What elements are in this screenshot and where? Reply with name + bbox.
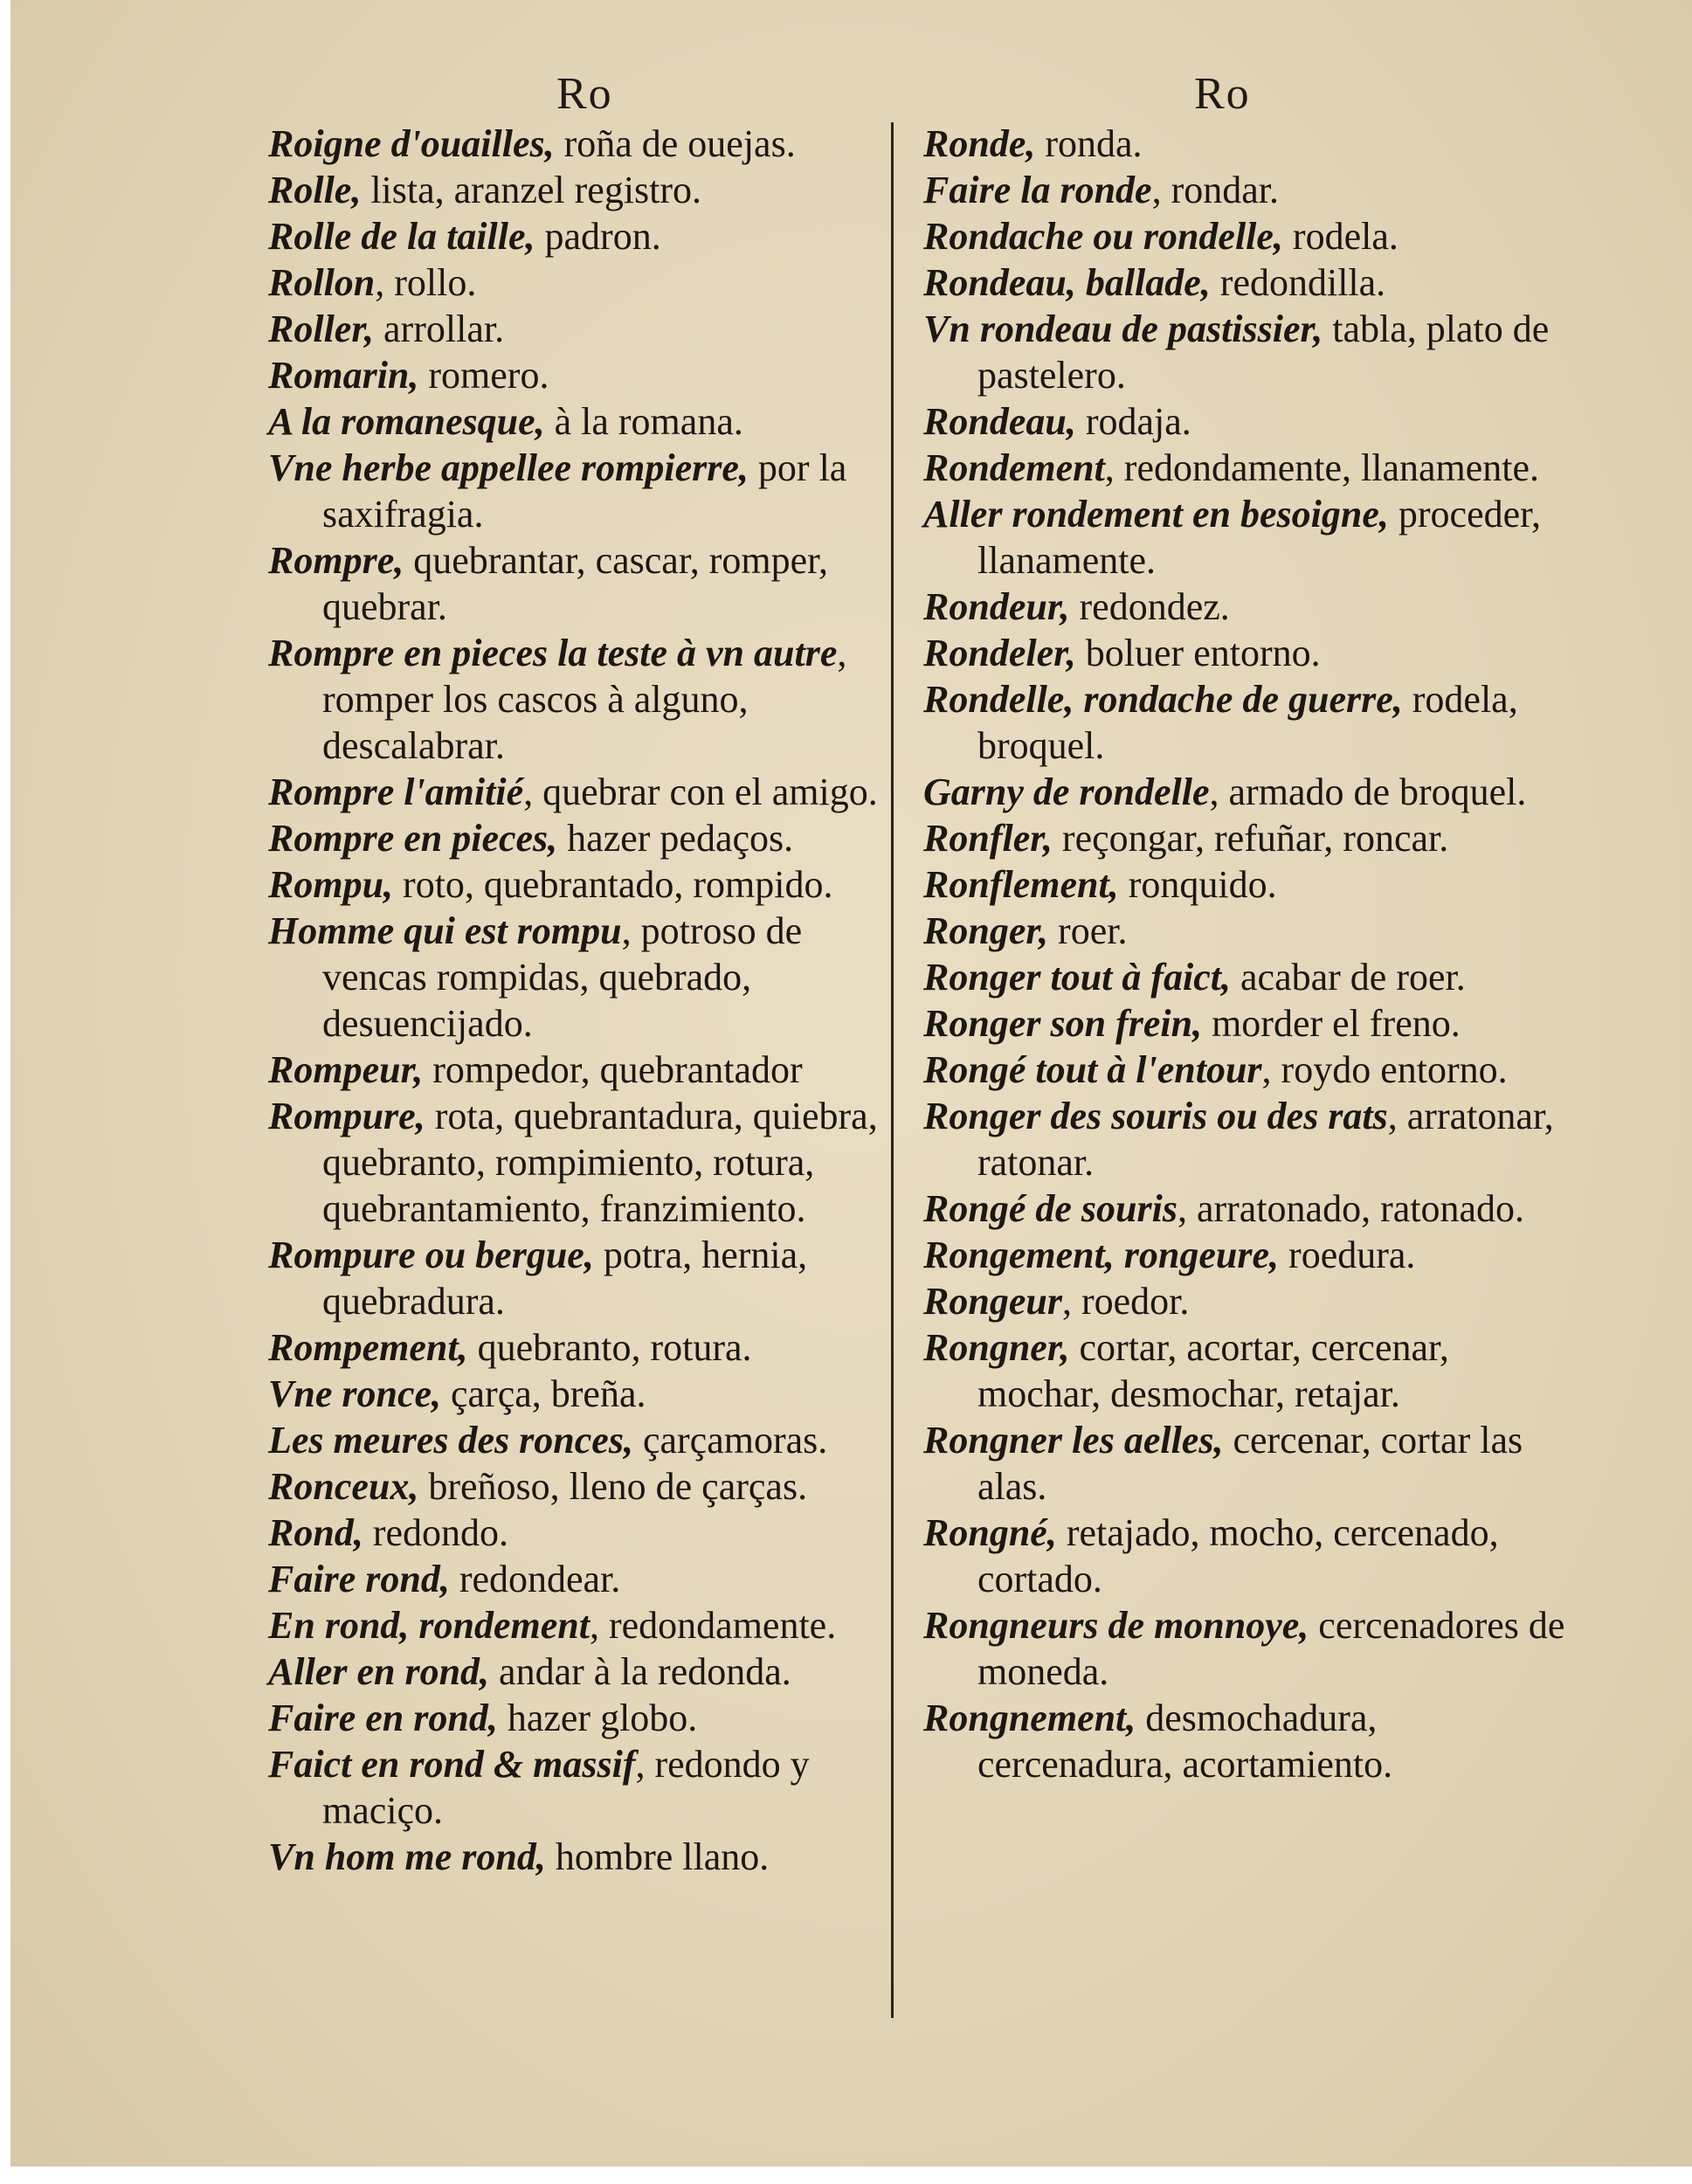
entry-headword: Rompre en pieces la teste à vn autre (268, 632, 838, 674)
dictionary-entry (268, 815, 897, 861)
dictionary-page (10, 0, 1692, 2167)
right-column (923, 121, 1570, 1787)
entry-headword: Rongnement, (923, 1697, 1136, 1739)
entry-headword: Faire en rond, (268, 1697, 498, 1739)
entry-headword: Rongé tout à l'entour (923, 1048, 1262, 1091)
dictionary-entry (268, 1232, 897, 1324)
entry-translation: andar à la redonda. (489, 1650, 791, 1693)
dictionary-entry (268, 1648, 897, 1695)
entry-headword: Ronflement, (923, 863, 1119, 906)
dictionary-entry (923, 259, 1570, 306)
dictionary-entry (923, 398, 1570, 445)
dictionary-entry (923, 1000, 1570, 1047)
dictionary-entry (268, 769, 897, 815)
entry-translation: redondo. (363, 1511, 509, 1554)
entry-translation: hazer globo. (497, 1697, 698, 1739)
entry-translation: lista, aranzel registro. (361, 169, 702, 211)
entry-headword: Ronceux, (268, 1465, 419, 1508)
entry-translation: desmochadura, cercenadura, acortamiento. (977, 1697, 1393, 1786)
entry-translation: roedura. (1279, 1234, 1416, 1276)
entry-translation: , rondar. (1151, 169, 1279, 211)
entry-translation: breñoso, lleno de çarças. (418, 1465, 808, 1508)
dictionary-entry (268, 398, 897, 445)
entry-translation: , potroso de vencas rompidas, quebrado, desuencijado. (322, 909, 803, 1045)
entry-translation: reçongar, refuñar, roncar. (1052, 817, 1449, 860)
entry-headword: Rongneurs de monnoye, (923, 1604, 1309, 1647)
entry-translation: , roydo entorno. (1261, 1048, 1508, 1091)
entry-headword: Ronfler, (923, 817, 1053, 860)
dictionary-entry (923, 630, 1570, 676)
dictionary-entry (268, 1695, 897, 1741)
dictionary-entry (268, 1741, 897, 1834)
dictionary-entry (268, 1510, 897, 1556)
entry-headword: Ronde, (923, 122, 1036, 165)
entry-headword: Vne ronce, (268, 1372, 441, 1415)
left-running-head: Ro (556, 69, 613, 119)
dictionary-entry (268, 445, 897, 537)
dictionary-entry (268, 121, 897, 167)
dictionary-entry (923, 167, 1570, 213)
entry-translation: arrollar. (374, 308, 505, 350)
entry-headword: Vne herbe appellee rompierre, (268, 446, 749, 489)
entry-translation: , redondo y maciço. (322, 1743, 810, 1832)
entry-translation: redondilla. (1210, 261, 1386, 304)
dictionary-entry (268, 1602, 897, 1648)
dictionary-entry (923, 954, 1570, 1000)
entry-headword: Ronger son frein, (923, 1002, 1203, 1045)
entry-headword: Homme qui est rompu (268, 909, 622, 952)
entry-translation: morder el freno. (1202, 1002, 1461, 1045)
entry-translation: proceder, llanamente. (977, 493, 1542, 582)
entry-translation: rota, quebrantadura, quiebra, quebranto, rompimiento, rotura, quebrantamiento, franzimiento. (322, 1095, 878, 1230)
dictionary-entry (923, 861, 1570, 908)
entry-headword: Ronger des souris ou des rats (923, 1095, 1388, 1137)
entry-headword: Rongner les aelles, (923, 1419, 1224, 1462)
entry-headword: Rompre, (268, 539, 404, 582)
entry-headword: Rompure, (268, 1095, 425, 1137)
entry-translation: tabla, plato de pastelero. (977, 308, 1550, 397)
dictionary-entry (923, 769, 1570, 815)
entry-headword: Faire rond, (268, 1558, 450, 1600)
entry-translation: cercenar, cortar las alas. (977, 1419, 1523, 1508)
entry-headword: Rolle, (268, 169, 362, 211)
entry-translation: roer. (1048, 909, 1128, 952)
entry-headword: Roller, (268, 308, 375, 350)
entry-headword: Rompure ou bergue, (268, 1234, 594, 1276)
dictionary-entry (923, 491, 1570, 584)
entry-headword: Romarin, (268, 354, 419, 397)
dictionary-entry (268, 1324, 897, 1371)
dictionary-entry (923, 584, 1570, 630)
entry-translation: rodela, broquel. (977, 678, 1518, 767)
dictionary-entry (923, 1695, 1570, 1787)
entry-translation: çarçamoras. (632, 1419, 828, 1462)
dictionary-entry (923, 445, 1570, 491)
dictionary-entry (268, 213, 897, 259)
entry-translation: , redondamente. (589, 1604, 837, 1647)
entry-translation: çarça, breña. (441, 1372, 646, 1415)
entry-translation: ronda. (1035, 122, 1143, 165)
entry-headword: Faire la ronde (923, 169, 1152, 211)
dictionary-entry (923, 1093, 1570, 1185)
entry-translation: , roedor. (1061, 1280, 1190, 1323)
entry-headword: Rongé de souris (923, 1187, 1177, 1230)
dictionary-entry (268, 537, 897, 630)
dictionary-entry (923, 1185, 1570, 1232)
entry-headword: Rollon (268, 261, 376, 304)
entry-headword: Rompre l'amitié (268, 771, 524, 813)
right-running-head: Ro (1194, 69, 1251, 119)
entry-headword: Rompu, (268, 863, 394, 906)
entry-translation: rompedor, quebrantador (423, 1048, 803, 1091)
entry-translation: rodela. (1282, 215, 1398, 258)
dictionary-entry (923, 121, 1570, 167)
dictionary-entry (268, 1556, 897, 1602)
dictionary-entry (923, 306, 1570, 398)
dictionary-entry (268, 352, 897, 398)
entry-headword: Rongner, (923, 1326, 1070, 1369)
entry-translation: roto, quebrantado, rompido. (393, 863, 833, 906)
entry-translation: , redondamente, llanamente. (1104, 446, 1540, 489)
dictionary-entry (268, 1463, 897, 1510)
entry-headword: Rondeur, (923, 585, 1070, 628)
entry-headword: Rondache ou rondelle, (923, 215, 1283, 258)
entry-translation: romero. (418, 354, 549, 397)
left-column (268, 121, 897, 1880)
entry-translation: , romper los cascos à alguno, descalabrar. (322, 632, 847, 767)
dictionary-entry (923, 1417, 1570, 1510)
dictionary-entry (923, 815, 1570, 861)
dictionary-entry (268, 1093, 897, 1232)
entry-headword: Rolle de la taille, (268, 215, 535, 258)
entry-translation: , armado de broquel. (1209, 771, 1527, 813)
dictionary-entry (923, 1324, 1570, 1417)
entry-headword: En rond, rondement (268, 1604, 590, 1647)
dictionary-entry (268, 1371, 897, 1417)
entry-translation: , arratonar, ratonar. (977, 1095, 1554, 1184)
entry-headword: Rompement, (268, 1326, 468, 1369)
entry-headword: Vn rondeau de pastissier, (923, 308, 1323, 350)
dictionary-entry (923, 1232, 1570, 1278)
entry-headword: Aller rondement en besoigne, (923, 493, 1389, 536)
entry-headword: Rompeur, (268, 1048, 424, 1091)
dictionary-entry (268, 1047, 897, 1093)
dictionary-entry (923, 1510, 1570, 1602)
entry-translation: redondear. (449, 1558, 621, 1600)
entry-translation: redondez. (1069, 585, 1230, 628)
dictionary-entry (268, 1417, 897, 1463)
entry-translation: padron. (535, 215, 661, 258)
entry-headword: Roigne d'ouailles, (268, 122, 555, 165)
entry-translation: quebranto, rotura. (467, 1326, 752, 1369)
dictionary-entry (268, 630, 897, 769)
entry-headword: Aller en rond, (268, 1650, 490, 1693)
entry-translation: retajado, mocho, cercenado, cortado. (977, 1511, 1499, 1600)
entry-translation: hombre llano. (545, 1835, 770, 1878)
entry-translation: hazer pedaços. (557, 817, 794, 860)
entry-headword: Rondement (923, 446, 1105, 489)
entry-headword: Rongné, (923, 1511, 1057, 1554)
entry-translation: acabar de roer. (1231, 956, 1466, 999)
column-divider (891, 122, 894, 2018)
entry-headword: Rond, (268, 1511, 363, 1554)
entry-headword: Ronger tout à faict, (923, 956, 1232, 999)
entry-headword: Faict en rond & massif (268, 1743, 636, 1786)
entry-headword: Rondeau, ballade, (923, 261, 1211, 304)
dictionary-entry (923, 213, 1570, 259)
entry-headword: Rongeur (923, 1280, 1062, 1323)
entry-translation: cortar, acortar, cercenar, mochar, desmochar, retajar. (977, 1326, 1449, 1415)
entry-translation: ronquido. (1118, 863, 1277, 906)
entry-headword: A la romanesque, (268, 400, 545, 443)
entry-headword: Vn hom me rond, (268, 1835, 546, 1878)
entry-translation: por la saxifragia. (322, 446, 847, 536)
dictionary-entry (923, 1047, 1570, 1093)
entry-translation: quebrantar, cascar, romper, quebrar. (322, 539, 829, 628)
entry-translation: à la romana. (544, 400, 743, 443)
entry-translation: rodaja. (1075, 400, 1191, 443)
entry-translation: roña de ouejas. (554, 122, 796, 165)
dictionary-entry (268, 306, 897, 352)
dictionary-entry (268, 259, 897, 306)
entry-headword: Rompre en pieces, (268, 817, 558, 860)
dictionary-entry (268, 167, 897, 213)
entry-headword: Rongement, rongeure, (923, 1234, 1280, 1276)
entry-translation: cercenadores de moneda. (977, 1604, 1565, 1693)
dictionary-entry (923, 676, 1570, 769)
entry-headword: Rondeau, (923, 400, 1076, 443)
entry-headword: Ronger, (923, 909, 1049, 952)
dictionary-entry (923, 1602, 1570, 1695)
entry-headword: Garny de rondelle (923, 771, 1210, 813)
entry-translation: potra, hernia, quebradura. (322, 1234, 808, 1323)
entry-headword: Rondelle, rondache de guerre, (923, 678, 1403, 721)
entry-headword: Rondeler, (923, 632, 1076, 674)
dictionary-entry (923, 1278, 1570, 1324)
dictionary-entry (268, 861, 897, 908)
entry-translation: , arratonado, ratonado. (1177, 1187, 1525, 1230)
entry-translation: , rollo. (375, 261, 477, 304)
dictionary-entry (268, 908, 897, 1047)
entry-translation: , quebrar con el amigo. (523, 771, 878, 813)
dictionary-entry (268, 1834, 897, 1880)
entry-headword: Les meures des ronces, (268, 1419, 633, 1462)
dictionary-entry (923, 908, 1570, 954)
entry-translation: boluer entorno. (1075, 632, 1321, 674)
